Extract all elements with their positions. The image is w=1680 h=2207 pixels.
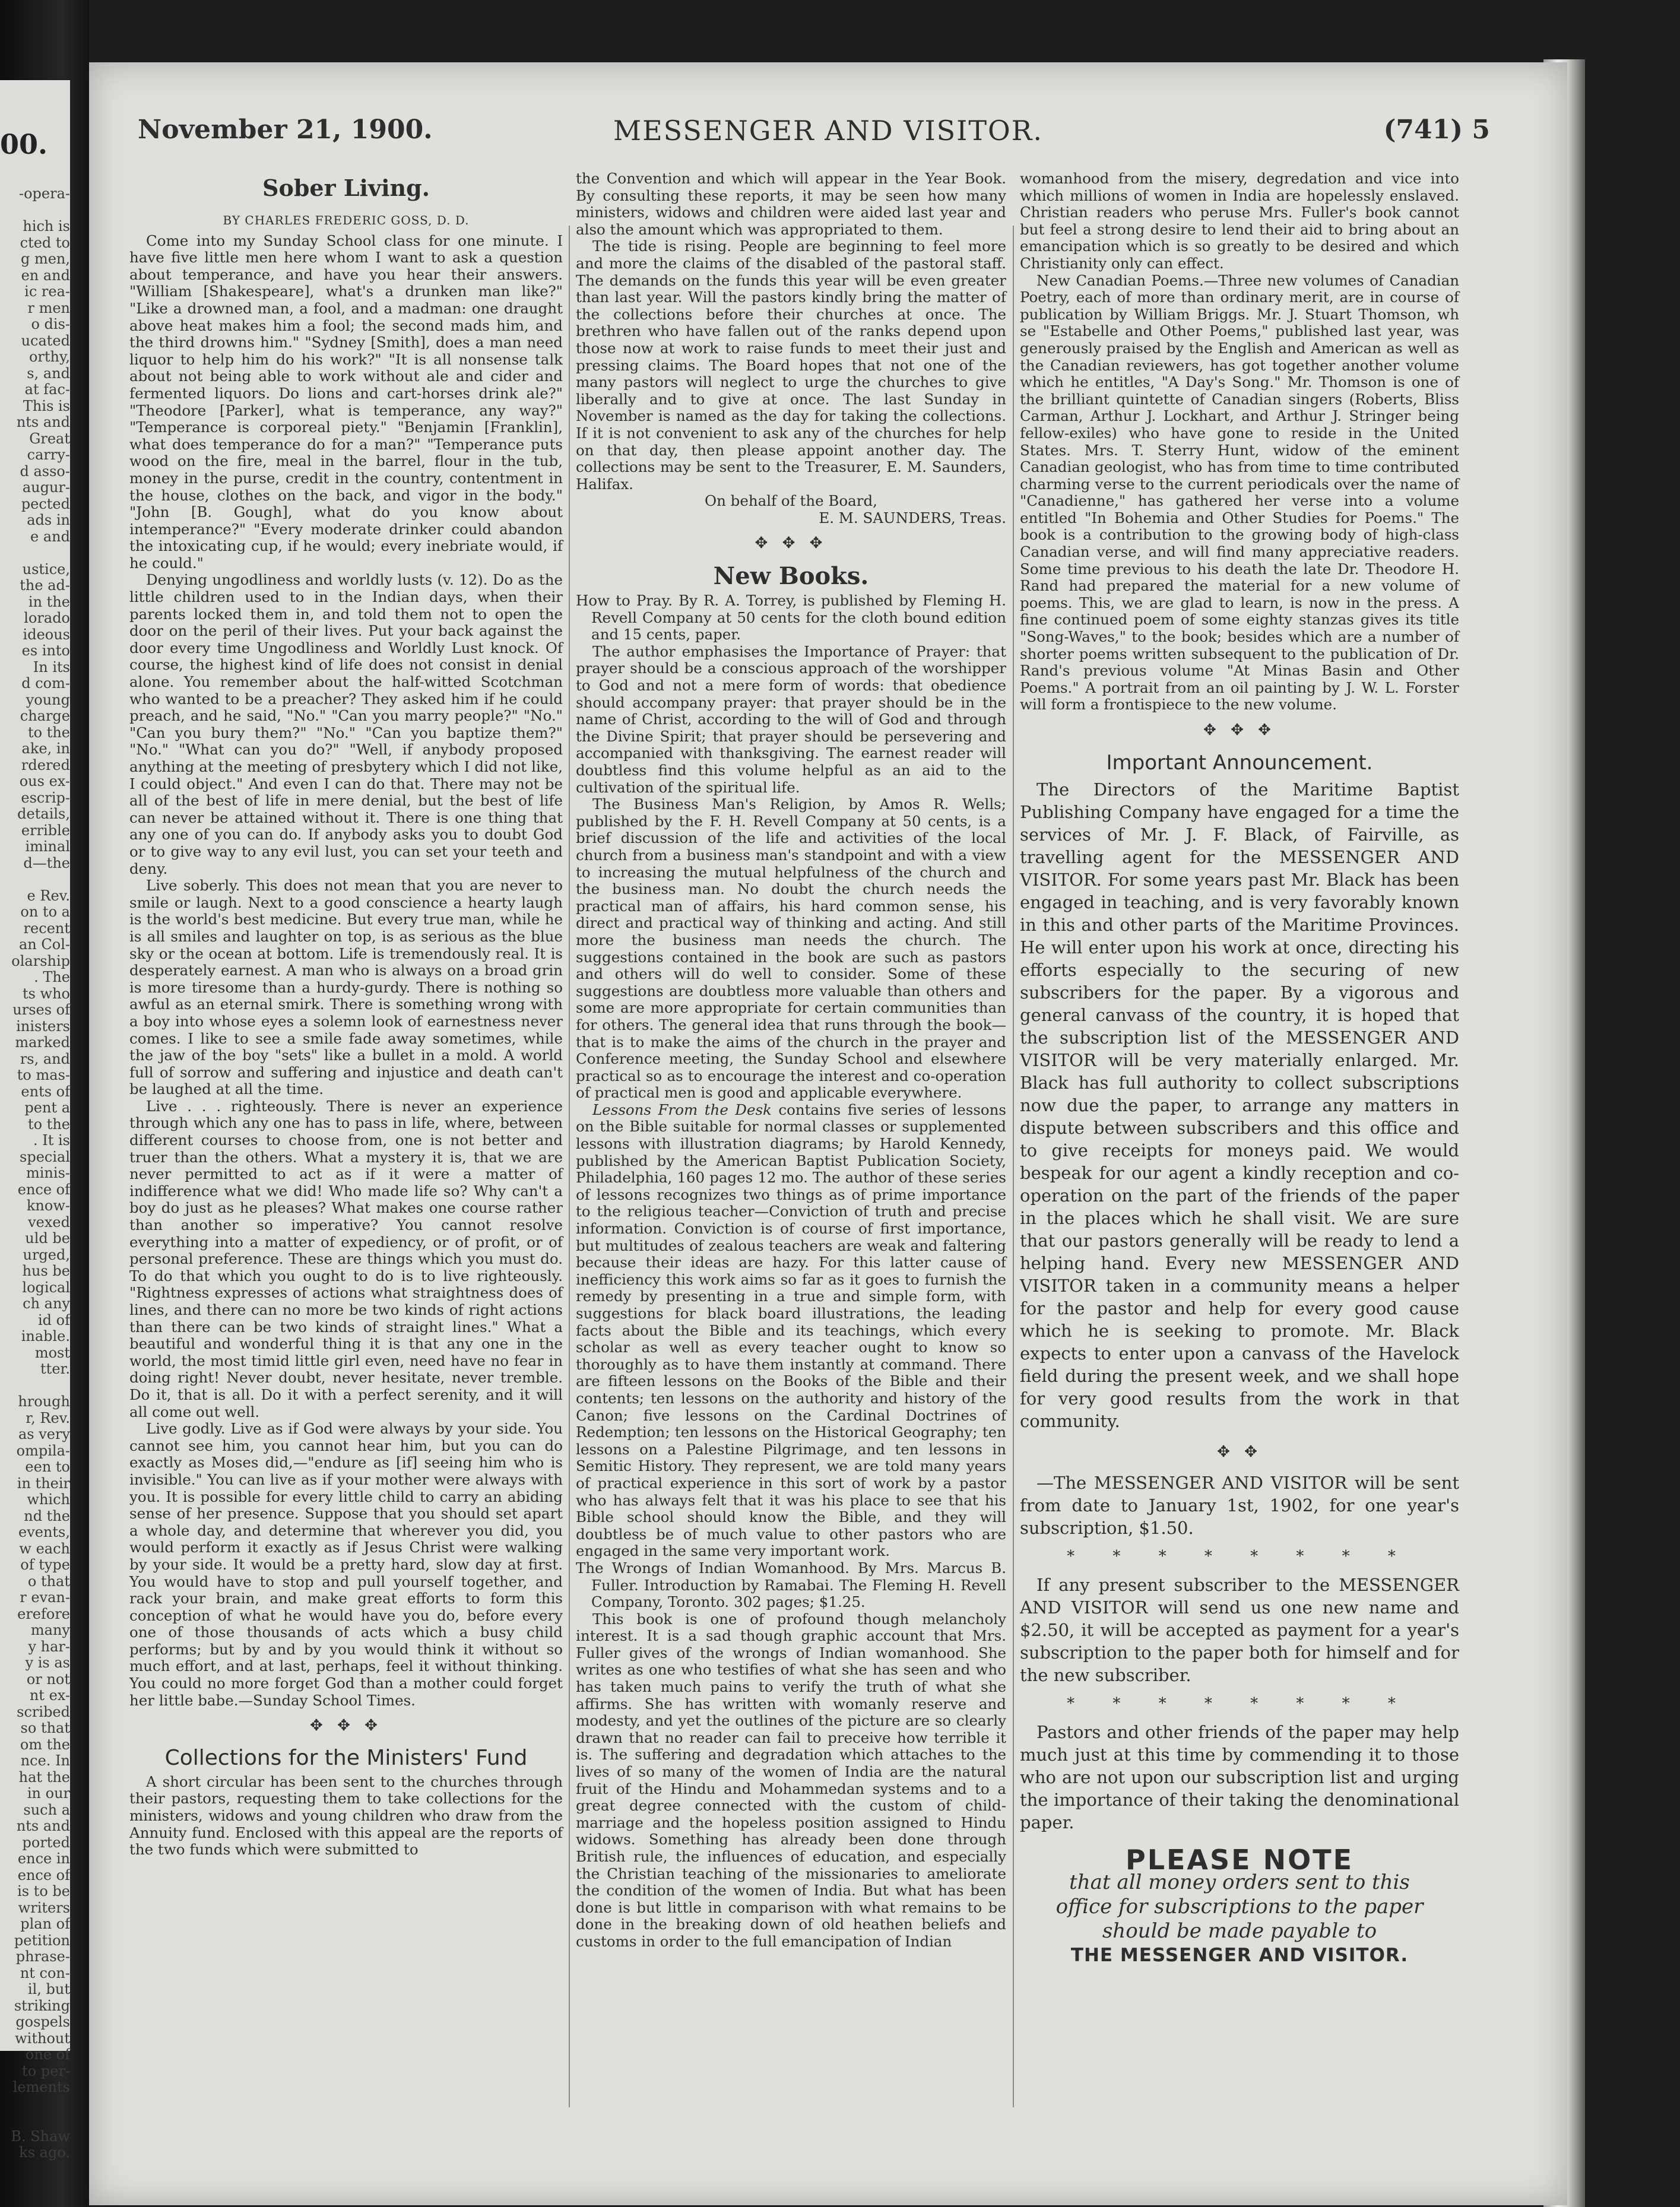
book-review: The author emphasises the Importance of Prayer: that prayer should be a conscious approach of the worshipper to God and not a mere form of words: that obedience should accompany prayer: that prayer should be in the name of Christ, according to the will of God and through the Divine Spirit; that prayer should be persevering and accompanied with thanksgiving. The earnest reader will doubtless find this volume helpful as an aid to the cultivation of the spiritual life. xyxy=(576,642,1006,796)
article-paragraph: The tide is rising. People are beginning to feel more and more the claims of the disabled of the pastoral staff. The demands on the funds this year will be even greater than last year. Will the pastors kindly bring the matter of the collections before their churches at once. The brethren who have fallen out of the ranks depend upon those now at work to raise funds to meet their just and pressing claims. The Board hopes that not one of the many pastors will neglect to urge the churches to give liberally and to give at once. The last Sunday in November is named as the day for taking the collections. If it is not convenient to ask any of the churches for help on that day, then please appoint another day. The collections may be sent to the Treasurer, E. M. Saunders, Halifax. xyxy=(576,237,1006,493)
issue-date: November 21, 1900. xyxy=(138,115,433,145)
column-3 xyxy=(1020,170,1459,2129)
article-paragraph: Live . . . righteously. There is never an experience through which any one has to pass in life, where, between different courses to choose from, one is not better and truer than the others. What a mystery it is, that we are never permitted to act as if it were a matter of indifference what we did! Who made life so? Why can't a boy do just as he pleases? What makes one course rather than another so imperative? You cannot resolve everything into a matter of expediency, or of profit, or of personal preference. These are things which you must do. To do that which you ought to do is to live righteously. "Rightness expresses of actions what straightness does of lines, and there can no more be two kinds of right actions than there can be two kinds of straight lines." What a beautiful and wonderful thing it is that any one in the world, the most timid little girl even, need have no fear in doing right! Never doubt, never hesitate, never tremble. Do it, that is all. Do it with a perfect serenity, and it will all come out well. xyxy=(129,1097,563,1420)
book-review: womanhood from the misery, degredation and vice into which millions of women in India are hopelessly enslaved. Christian readers who peruse Mrs. Fuller's book cannot but feel a strong desire to lend their aid to bring about an emancipation which is so greatly to be desired and which Christianity only can effect. xyxy=(1020,170,1459,272)
facing-page-fragment xyxy=(0,80,70,2161)
signature-intro: On behalf of the Board, xyxy=(705,492,877,510)
signature: E. M. SAUNDERS, Treas. xyxy=(819,509,1006,527)
article-paragraph: Live godly. Live as if God were always by your side. You cannot see him, you cannot hear him, but you can do exactly as Moses did,—"endure as [if] seeing him who is invisible." You can live as if your mother were always with you. It is possible for every little child to carry an abiding sense of her presence. Suppose that you should set apart a whole day, and determine that wherever you did, you would perform it exactly as if Jesus Christ were walking by your side. It would be a pretty hard, slow day at first. You would have to stop and pull yourself together, and rack your brain, and make great efforts to form this conception of what he would have you do, before every one of those thousands of acts which a busy child performs; but by and by you would think it without so much effort, and at last, perhaps, feel it without thinking. You could no more forget God than a mother could forget her little babe.—Sunday School Times. xyxy=(129,1420,563,1709)
note-line: should be made payable to xyxy=(1102,1919,1377,1943)
article-paragraph: the Convention and which will appear in the Year Book. By consulting these reports, it may be seen how many ministers, widows and children were aided last year and also the amount which was appropriated to them. xyxy=(576,170,1006,238)
section-title-new-books: New Books. xyxy=(713,562,869,591)
article-byline: BY CHARLES FREDERIC GOSS, D. D. xyxy=(223,213,470,227)
article-paragraph: Come into my Sunday School class for one minute. I have five little men here whom I want to ask a question about temperance, and have you hear their answers. "William [Shakespeare], what's a drunken man like?" "Like a drowned man, a fool, and a madman: one draught above heat makes him a fool; the second mads him, and the third drowns him." "Sydney [Smith], does a man need liquor to help him do his work?" "It is all nonsense talk about not being able to work without ale and cider and fermented liquors. Do lions and cart-horses drink ale?" "Theodore [Parker], what is temperance, any way?" "Temperance is corporeal piety." "Benjamin [Franklin], what does temperance do for a man?" "Temperance puts wood on the fire, meal in the barrel, flour in the tub, money in the purse, credit in the country, contentment in the house, clothes on the back, and vigor in the body." "John [B. Gough], what do you know about intemperance?" "Every moderate drinker could abandon the intoxicating cup, if he would; every inebriate would, if he could." xyxy=(129,232,563,572)
payee-name: THE MESSENGER AND VISITOR. xyxy=(1070,1945,1409,1967)
pastors-notice: Pastors and other friends of the paper may help much just at this time by commending it to those who are not upon our subscription list and urging the importance of their taking the denominational paper. xyxy=(1020,1721,1459,1832)
article-paragraph: Denying ungodliness and worldly lusts (v. 12). Do as the little children used to in the Indian days, when their parents locked them in, and told them not to open the door on the peril of their lives. Put your back against the door every time Ungodliness and Worldly Lust knock. Of course, the highest kind of life does not consist in denial alone. You remember about the half-witted Scotchman who wanted to be a preacher? They asked him if he could preach, and he said, "No." "Can you marry people?" "No." "Can you bury them?" "No." "Can you baptize them?" "No." "What can you do?" "Well, if anybody proposed anything at the meeting of presbytery which I did not like, I could object." And even I can do that. There may not be all of the best of life in mere denial, but the best of life can never be attained without it. There is one thing that any one of you can do. If anybody asks you to doubt God or to give way to any evil lust, you can set your teeth and deny. xyxy=(129,571,563,877)
section-ornament: ✥ ✥ ✥ xyxy=(1203,721,1276,739)
article-paragraph: Live soberly. This does not mean that you are never to smile or laugh. Next to a good conscience a hearty laugh is the world's best medicine. But every true man, while he is all smiles and laughter on top, is as serious as the blue sky or the ocean at bottom. Life is tremendously real. It is desperately earnest. A man who is always on a broad grin is more tiresome than a hurdy-gurdy. There is nothing so awful as an eternal smirk. There is something wrong with a boy into whose eyes a solemn look of earnestness never comes. I like to see a smile fade away sometimes, while the jaw of the boy "sets" like a bullet in a mold. A world full of sorrow and suffering and injustice and death can't be laughed at all the time. xyxy=(129,877,563,1098)
page-number: (741) 5 xyxy=(1383,115,1490,145)
facing-page-number: 00. xyxy=(0,128,48,160)
subscription-offer: If any present subscriber to the MESSENGER AND VISITOR will send us one new name and $2.50, it will be accepted as payment for a year's subscription to the paper both for himself and for the new subscriber. xyxy=(1020,1574,1459,1685)
column-2 xyxy=(576,170,1006,2129)
book-review xyxy=(576,1102,1006,1560)
note-line: office for subscriptions to the paper xyxy=(1055,1895,1424,1919)
please-note-heading: PLEASE NOTE xyxy=(1125,1843,1354,1876)
star-divider: * * * * * * * * xyxy=(1067,1694,1412,1713)
newspaper-page xyxy=(89,62,1567,2205)
subscription-offer: —The MESSENGER AND VISITOR will be sent from date to January 1st, 1902, for one year's subscription, $1.50. xyxy=(1020,1472,1459,1538)
column-1 xyxy=(129,170,563,2129)
book-title: Lessons From the Desk xyxy=(592,1101,772,1118)
announcement-text: The Directors of the Maritime Baptist Publishing Company have engaged for a time the services of Mr. J. F. Black, of Fairville, as travelling agent for the MESSENGER AND VISITOR. For some years past Mr. Black has been engaged in teaching, and is very favorably known in this and other parts of the Maritime Provinces. He will enter upon his work at once, directing his efforts especially to the securing of new subscribers for the paper. By a vigorous and general canvass of the country, it is hoped that the subscription list of the MESSENGER AND VISITOR will be very materially enlarged. Mr. Black has full authority to collect subscriptions now due the paper, to arrange any matters in dispute between subscribers and this office and to give receipts for moneys paid. We would bespeak for our agent a kindly reception and co-operation on the part of the friends of the paper in the places which he shall visit. We are sure that our pastors generally will be ready to lend a helping hand. Every new MESSENGER AND VISITOR taken in a community means a helper for the pastor and help for every good cause which he is seeking to promote. Mr. Black expects to enter upon a canvass of the Havelock field during the present week, and we shall hope for very good results from the work in that community. xyxy=(1020,779,1459,1431)
please-note-body xyxy=(1020,1870,1459,1968)
column-rule xyxy=(1013,226,1014,2107)
masthead: MESSENGER AND VISITOR. xyxy=(613,115,1043,147)
facing-page-text: -opera- hich is cted to g men, en and ic rea- r men o dis- ucated orthy, s, and at fac- This is nts and Great carry- d asso- augur- pected ads in e and ustice, the ad- in the lorado ideous es into In its d com- young charge to the ake, in rdered ous ex- escrip- details, errible iminal d—the e Rev. on to a recent an Col- olarship . The ts who urses of inisters marked rs, and to mas- ents of pent a to the . It is special minis- ence of know- vexed uld be urged, hus be logical ch any id of inable. most tter. hrough r, Rev. as very ompila- een to in their which nd the events, w each of type o that r evan- erefore many y har- y is as or not nt ex- scribed so that om the nce. In hat the in our such a nts and ported ence in ence of is to be writers plan of petition phrase- nt con- il, but striking gospels without one of to per- lements B. Shaw ks ago. xyxy=(11,185,70,2161)
star-divider: * * * * * * * * xyxy=(1067,1547,1412,1565)
section-ornament: ✥ ✥ xyxy=(1217,1442,1262,1461)
section-ornament: ✥ ✥ ✥ xyxy=(755,534,828,553)
book-review: This book is one of profound though melancholy interest. It is a sad though graphic account that Mrs. Fuller gives of the wrongs of Indian womanhood. She writes as one who testifies of what she has seen and who has taken much pains to verify the truth of what she affirms. She has written with womanly reserve and modesty, and yet the outlines of the picture are so clearly drawn that no reader can fail to preceive how terrible it is. The suffering and degradation which attaches to the lives of so many of the women of India are the natural fruit of the Hindu and Mohammedan systems and to a great degree connected with the custom of child-marriage and the hopeless position assigned to Hindu widows. Something has already been done through British rule, the influences of education, and especially the Christian teaching of the missionaries to ameliorate the condition of the women of India. But what has been done is but little in comparison with what remains to be done in the breaking down of old heathen beliefs and customs in order to the full emancipation of Indian xyxy=(576,1610,1006,1950)
article-paragraph: A short circular has been sent to the churches through their pastors, requesting them to take collections for the ministers, widows and young children who draw from the Annuity fund. Enclosed with this appeal are the reports of the two funds which were submitted to xyxy=(129,1772,563,1859)
section-title-announcement: Important Announcement. xyxy=(1106,750,1373,775)
book-review-text: contains five series of lessons on the Bible suitable for normal classes or supplemented lessons with illustration diagrams; by Harold Kennedy, published by the American Baptist Publication Society, Philadelphia, 160 pages 12 mo. The author of these series of lessons recognizes two things as of prime importance to the religious teacher—Conviction of truth and precise information. Conviction is of course of first importance, but multitudes of zealous teachers are weak and faltering because their ideas are hazy. For this latter cause of inefficiency this work aims so far as it goes to furnish the remedy by presenting in a true and simple form, with suggestions for black board illustrations, the leading facts about the Bible and its teachings, which every scholar as well as every teacher ought to know so thoroughly as to have them instantly at command. There are fifteen lessons on the Books of the Bible and their contents; ten lessons on the authority and history of the Canon; five lessons on the Cardinal Doctrines of Redemption; ten lessons on the Historical Geography; ten lessons on a Palestine Pilgrimage, and ten lessons in Semitic History. They represent, we are told many years of practical experience in this sort of work by a pastor who has always felt that it was his place to see that his Bible school should know the Bible, and they will doubtless be of much value to other pastors who are engaged in the same very important work. xyxy=(576,1101,1006,1560)
poems-notice: New Canadian Poems.—Three new volumes of Canadian Poetry, each of more than ordinary merit, are in course of publication by William Briggs. Mr. J. Stuart Thomson, wh se "Estabelle and Other Poems," published last year, was generously praised by the English and American as well as the Canadian reviewers, has got together another volume which he entitles, "A Day's Song." Mr. Thomson is one of the brilliant quintette of Canadian singers (Roberts, Bliss Carman, Arthur J. Lockhart, and Arthur J. Stringer being fellow-exiles) who have gone to reside in the United States. Mrs. T. Sterry Hunt, widow of the eminent Canadian geologist, who has from time to time contributed charming verse to the current periodicals over the name of "Canadienne," has gathered her verse into a volume entitled "In Bohemia and Other Studies for Poems." The book is a contribution to the growing body of high-class Canadian verse, and will find many appreciative readers. Some time previous to his death the late Dr. Theodore H. Rand had prepared the material for a new volume of poems. This, we are glad to learn, is now in the press. A fine continued poem of some eighty stanzas gives its title "Song-Waves," to the book; besides which are a number of shorter poems written subsequent to the publication of Dr. Rand's previous volume "At Minas Basin and Other Poems." A portrait from an oil painting by J. W. L. Forster will form a frontispiece to the new volume. xyxy=(1020,271,1459,714)
article-title-sober-living: Sober Living. xyxy=(262,175,430,201)
book-review: The Business Man's Religion, by Amos R. Wells; published by the F. H. Revell Company at 50 cents, is a brief discussion of the life and activities of the local church from a business man's standpoint and with a view to increasing the mutual helpfulness of the church and the business man. No doubt the church needs the practical man of affairs, his hard common sense, his direct and practical way of thinking and acting. And still more the business man needs the church. The suggestions contained in the book are such as pastors and others will do well to consider. Some of these suggestions are doubtless more valuable than others and some are more appropriate for certain communities than for others. The general idea that runs through the book—that is to make the aims of the church in the prayer and Conference meeting, the Sunday School and elsewhere practical so as to encourage the interest and co-operation of practical men is good and applicable everywhere. xyxy=(576,795,1006,1102)
article-title-ministers-fund: Collections for the Ministers' Fund xyxy=(164,1745,528,1770)
page-header xyxy=(89,115,1567,162)
book-entry-heading: How to Pray. By R. A. Torrey, is published by Fleming H. Revell Company at 50 cents for the cloth bound edition and 15 cents, paper. xyxy=(576,592,1006,643)
note-line: that all money orders sent to this xyxy=(1069,1870,1410,1895)
column-rule xyxy=(569,226,570,2107)
book-entry-heading: The Wrongs of Indian Womanhood. By Mrs. Marcus B. Fuller. Introduction by Ramabai. The Fleming H. Revell Company, Toronto. 302 pages; $1.25. xyxy=(576,1559,1006,1611)
announcement-block xyxy=(1020,778,1459,1834)
section-ornament: ✥ ✥ ✥ xyxy=(310,1717,382,1735)
